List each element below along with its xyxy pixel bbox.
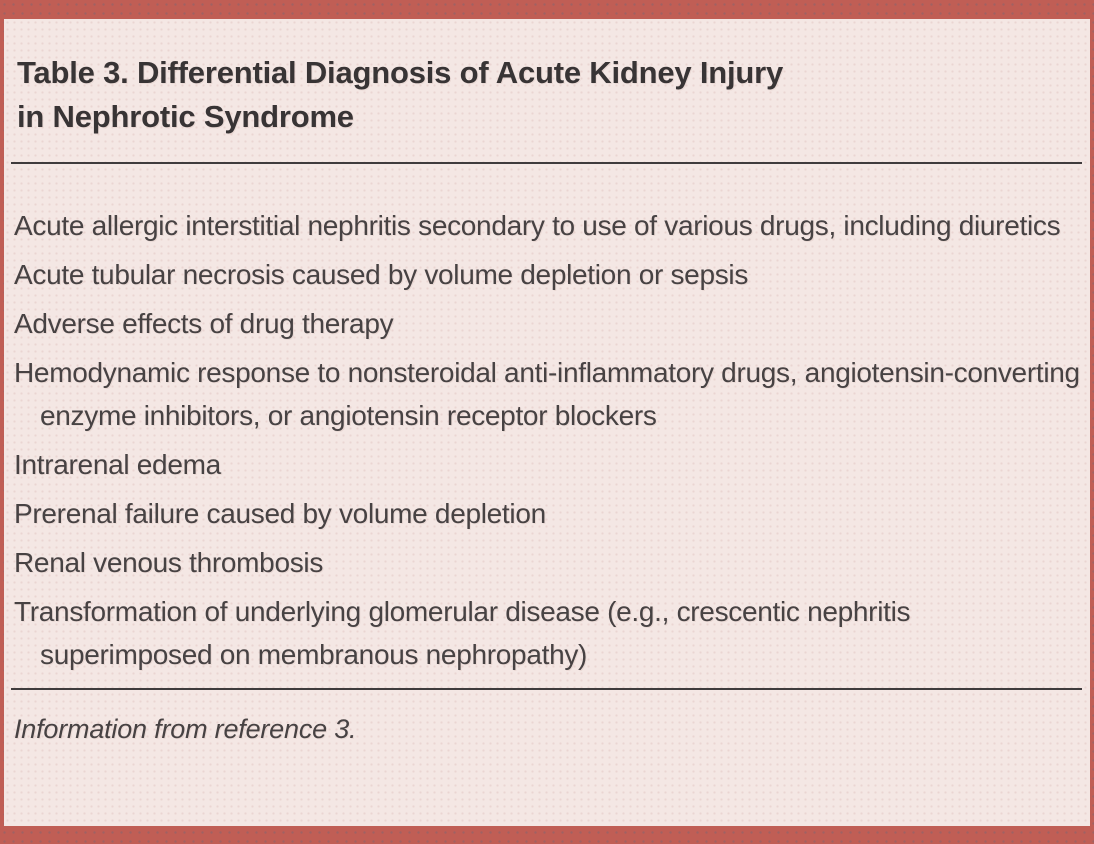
table-entry: Acute allergic interstitial nephritis secondary to use of various drugs, including diuretics bbox=[14, 210, 1061, 241]
title-line-1: Table 3. Differential Diagnosis of Acute Kidney Injury bbox=[17, 55, 784, 90]
table-entry: Intrarenal edema bbox=[14, 449, 221, 480]
title-line-2: in Nephrotic Syndrome bbox=[17, 99, 354, 134]
table-panel bbox=[4, 19, 1090, 826]
table-entry: Hemodynamic response to nonsteroidal anti-inflammatory drugs, angiotensin-converting enzyme inhibitors, or angiotensin receptor blockers bbox=[14, 357, 1080, 431]
table-entry: Prerenal failure caused by volume depletion bbox=[14, 498, 546, 529]
table-title bbox=[17, 51, 1082, 139]
footnote: Information from reference 3. bbox=[14, 714, 357, 744]
table-entry: Adverse effects of drug therapy bbox=[14, 308, 394, 339]
table-entry: Acute tubular necrosis caused by volume depletion or sepsis bbox=[14, 259, 749, 290]
table-entry: Transformation of underlying glomerular disease (e.g., crescentic nephritis superimposed on membranous nephropathy) bbox=[14, 596, 911, 670]
top-rule bbox=[11, 162, 1082, 164]
bottom-rule bbox=[11, 688, 1082, 690]
entries-list bbox=[11, 204, 1082, 676]
table-entry: Renal venous thrombosis bbox=[14, 547, 324, 578]
